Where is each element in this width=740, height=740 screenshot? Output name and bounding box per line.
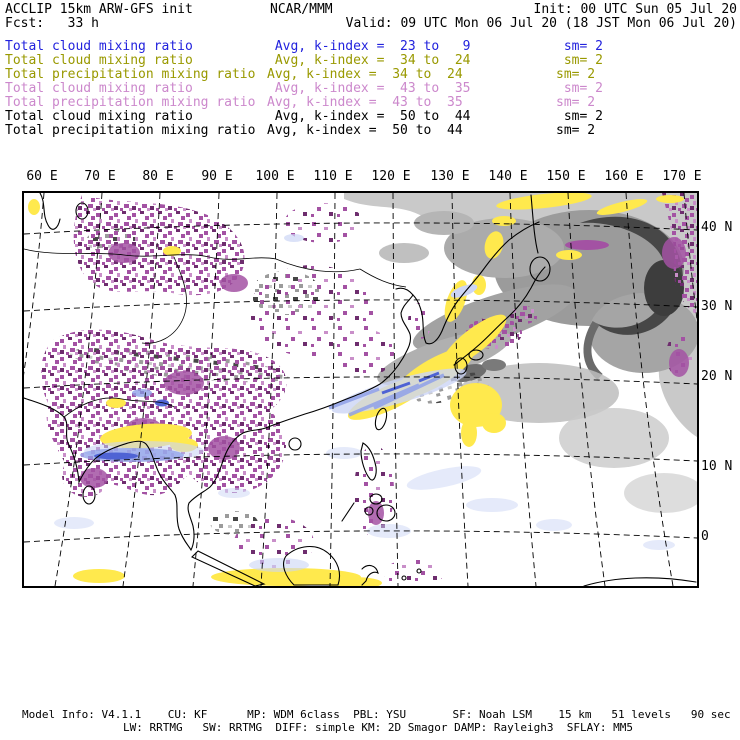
model-info-line1: Model Info: V4.1.1 CU: KF MP: WDM 6class PBL: YSU SF: Noah LSM 15 km 51 levels 90 sec [22,708,731,721]
legend-kindex: Avg, k-index = 43 to 35 [267,95,463,110]
legend-sm: sm= 2 [556,67,596,82]
lon-label: 120 E [371,169,411,184]
model-info-line2: LW: RRTMG SW: RRTMG DIFF: simple KM: 2D Smagor DAMP: Rayleigh3 SFLAY: MM5 [123,721,633,734]
legend-label: Total cloud mixing ratio [5,53,193,68]
legend-kindex: Avg, k-index = 43 to 35 [267,81,471,96]
valid-time: Valid: 09 UTC Mon 06 Jul 20 (18 JST Mon 06 Jul 20) [345,16,737,31]
lon-label: 70 E [84,169,116,184]
map-svg [24,193,697,586]
legend-sm: sm= 2 [556,81,603,96]
legend-label: Total precipitation mixing ratio [5,67,256,82]
legend-sm: sm= 2 [556,109,603,124]
legend-sm: sm= 2 [556,95,596,110]
legend-sm: sm= 2 [556,123,596,138]
legend-label: Total precipitation mixing ratio [5,123,256,138]
lat-label: 20 N [701,369,733,384]
lon-label: 170 E [662,169,702,184]
legend-sm: sm= 2 [556,53,603,68]
lon-label: 150 E [546,169,586,184]
legend-kindex: Avg, k-index = 50 to 44 [267,109,471,124]
lon-label: 80 E [142,169,174,184]
legend-kindex: Avg, k-index = 34 to 24 [267,53,471,68]
legend-label: Total precipitation mixing ratio [5,95,256,110]
legend-label: Total cloud mixing ratio [5,39,193,54]
lat-label: 10 N [701,459,733,474]
legend-kindex: Avg, k-index = 34 to 24 [267,67,463,82]
lon-label: 160 E [604,169,644,184]
lon-label: 110 E [313,169,353,184]
init-time: Init: 00 UTC Sun 05 Jul 20 [533,2,737,17]
legend-kindex: Avg, k-index = 23 to 9 [267,39,471,54]
lat-label: 30 N [701,299,733,314]
lon-label: 90 E [201,169,233,184]
fcst-time: Fcst: 33 h [5,16,99,31]
lon-label: 130 E [430,169,470,184]
lon-label: 60 E [26,169,58,184]
map-canvas [22,191,699,588]
legend-label: Total cloud mixing ratio [5,81,193,96]
model-title: ACCLIP 15km ARW-GFS init [5,2,193,17]
center-title: NCAR/MMM [270,2,333,17]
lon-label: 100 E [255,169,295,184]
legend-sm: sm= 2 [556,39,603,54]
legend-label: Total cloud mixing ratio [5,109,193,124]
lon-label: 140 E [488,169,528,184]
lat-label: 40 N [701,220,733,235]
lat-label: 0 [701,529,709,544]
legend-kindex: Avg, k-index = 50 to 44 [267,123,463,138]
